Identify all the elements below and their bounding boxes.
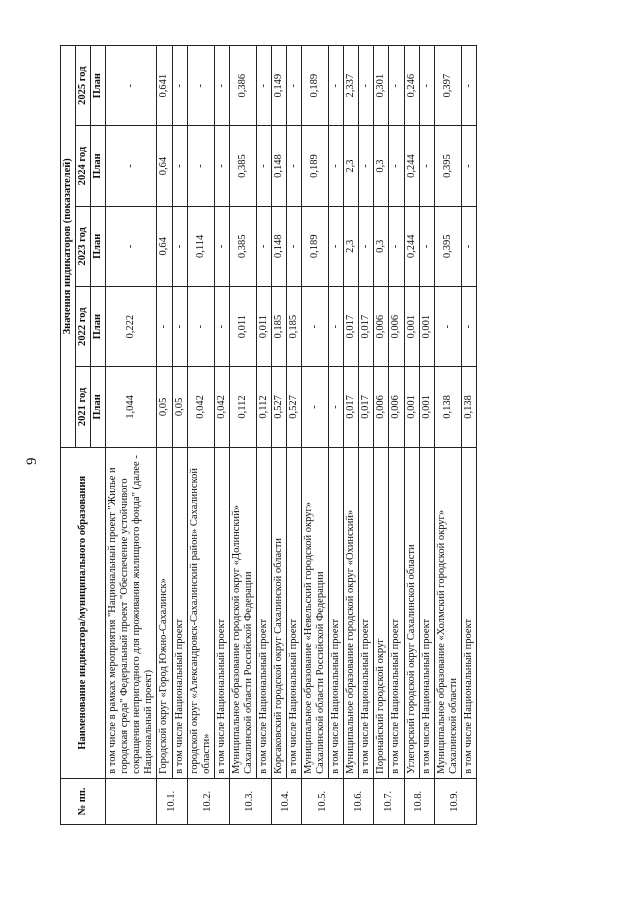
row-name: Городской округ «Город Южно-Сахалинск» bbox=[157, 447, 172, 778]
row-value: 0,301 bbox=[374, 46, 389, 126]
row-value: - bbox=[389, 46, 404, 126]
row-value: 0,185 bbox=[287, 286, 302, 366]
row-value: 0,185 bbox=[271, 286, 286, 366]
row-value: - bbox=[359, 206, 374, 286]
header-plan: План bbox=[91, 126, 106, 206]
row-number: 10.4. bbox=[271, 778, 301, 824]
row-value: - bbox=[214, 206, 229, 286]
row-value: 0,385 bbox=[229, 126, 256, 206]
row-value: - bbox=[434, 286, 461, 366]
table-row bbox=[287, 46, 302, 825]
row-value: - bbox=[329, 126, 344, 206]
header-group: Значения индикаторов (показателей) bbox=[61, 46, 76, 448]
row-value: 0,222 bbox=[106, 286, 157, 366]
row-name: Муниципальное образование городской округ «Долинский» Сахалинской области Российской Федерации bbox=[229, 447, 256, 778]
row-value: - bbox=[214, 46, 229, 126]
header-year: 2022 год bbox=[76, 286, 91, 366]
row-value: 0,001 bbox=[419, 367, 434, 447]
row-value: - bbox=[419, 206, 434, 286]
table-row bbox=[434, 46, 461, 825]
header-year: 2023 год bbox=[76, 206, 91, 286]
row-value: - bbox=[302, 367, 329, 447]
row-value: 0,05 bbox=[157, 367, 172, 447]
row-value: - bbox=[214, 126, 229, 206]
table-row bbox=[271, 46, 286, 825]
row-value: 2,3 bbox=[344, 126, 359, 206]
row-value: 0,042 bbox=[214, 367, 229, 447]
row-name: Муниципальное образование городской округ «Охинский» bbox=[344, 447, 359, 778]
row-number bbox=[106, 778, 157, 824]
row-name: Поронайский городской округ bbox=[374, 447, 389, 778]
row-name: Муниципальное образование «Невельский городской округ» Сахалинской области Российской Федерации bbox=[302, 447, 329, 778]
row-value: 0,138 bbox=[461, 367, 476, 447]
row-value: - bbox=[172, 126, 187, 206]
row-value: - bbox=[461, 286, 476, 366]
row-name: городской округ «Александровск-Сахалинский район» Сахалинской области» bbox=[187, 447, 214, 778]
row-value: - bbox=[329, 367, 344, 447]
header-plan: План bbox=[91, 286, 106, 366]
row-value: 0,001 bbox=[419, 286, 434, 366]
header-plan: План bbox=[91, 206, 106, 286]
row-value: 1,044 bbox=[106, 367, 157, 447]
row-number: 10.9. bbox=[434, 778, 476, 824]
row-value: 0,017 bbox=[344, 367, 359, 447]
row-name: в том числе Национальный проект bbox=[287, 447, 302, 778]
row-value: 0,006 bbox=[374, 286, 389, 366]
row-value: - bbox=[187, 126, 214, 206]
row-value: 0,246 bbox=[404, 46, 419, 126]
row-value: - bbox=[172, 286, 187, 366]
table-row bbox=[229, 46, 256, 825]
row-value: - bbox=[287, 46, 302, 126]
row-value: 0,64 bbox=[157, 126, 172, 206]
row-number: 10.6. bbox=[344, 778, 374, 824]
row-value: 0,001 bbox=[404, 367, 419, 447]
row-value: 0,397 bbox=[434, 46, 461, 126]
row-value: - bbox=[359, 126, 374, 206]
row-value: 0,3 bbox=[374, 126, 389, 206]
table-row bbox=[419, 46, 434, 825]
header-year: 2025 год bbox=[76, 46, 91, 126]
row-name: в том числе Национальный проект bbox=[172, 447, 187, 778]
row-value: - bbox=[256, 126, 271, 206]
row-value: 0,05 bbox=[172, 367, 187, 447]
row-value: 0,385 bbox=[229, 206, 256, 286]
row-value: - bbox=[461, 206, 476, 286]
row-value: 0,244 bbox=[404, 126, 419, 206]
row-value: - bbox=[256, 46, 271, 126]
row-value: - bbox=[461, 126, 476, 206]
row-value: 0,114 bbox=[187, 206, 214, 286]
row-value: - bbox=[329, 46, 344, 126]
row-number: 10.5. bbox=[302, 778, 344, 824]
row-value: 0,244 bbox=[404, 206, 419, 286]
row-value: - bbox=[389, 206, 404, 286]
row-name: в том числе Национальный проект bbox=[389, 447, 404, 778]
row-value: 0,011 bbox=[256, 286, 271, 366]
page-number: 9 bbox=[24, 457, 40, 465]
row-value: - bbox=[287, 126, 302, 206]
table-row bbox=[157, 46, 172, 825]
table-row bbox=[461, 46, 476, 825]
row-value: 0,138 bbox=[434, 367, 461, 447]
row-value: 0,149 bbox=[271, 46, 286, 126]
row-value: 0,395 bbox=[434, 206, 461, 286]
row-value: 0,006 bbox=[374, 367, 389, 447]
row-name: в том числе Национальный проект bbox=[214, 447, 229, 778]
row-value: 0,395 bbox=[434, 126, 461, 206]
row-value: - bbox=[157, 286, 172, 366]
row-value: 0,042 bbox=[187, 367, 214, 447]
row-value: 0,011 bbox=[229, 286, 256, 366]
row-value: 0,3 bbox=[374, 206, 389, 286]
row-value: 0,112 bbox=[256, 367, 271, 447]
indicator-table bbox=[60, 45, 477, 825]
row-value: - bbox=[172, 46, 187, 126]
header-plan: План bbox=[91, 367, 106, 447]
row-value: 0,001 bbox=[404, 286, 419, 366]
row-value: - bbox=[287, 206, 302, 286]
row-name: в том числе Национальный проект bbox=[461, 447, 476, 778]
header-name: Наименование индикатора/муниципального образования bbox=[61, 447, 106, 778]
row-name: в том числе Национальный проект bbox=[256, 447, 271, 778]
row-number: 10.2. bbox=[187, 778, 229, 824]
table-row bbox=[359, 46, 374, 825]
row-value: 0,006 bbox=[389, 367, 404, 447]
row-value: 0,641 bbox=[157, 46, 172, 126]
row-value: 0,189 bbox=[302, 46, 329, 126]
row-value: - bbox=[187, 286, 214, 366]
row-value: 0,527 bbox=[271, 367, 286, 447]
row-name: Корсаковский городской округ Сахалинской области bbox=[271, 447, 286, 778]
row-value: - bbox=[359, 46, 374, 126]
row-name: в том числе Национальный проект bbox=[329, 447, 344, 778]
header-num: № пп. bbox=[61, 778, 106, 824]
row-value: - bbox=[302, 286, 329, 366]
row-value: - bbox=[256, 206, 271, 286]
row-value: 0,017 bbox=[344, 286, 359, 366]
row-number: 10.8. bbox=[404, 778, 434, 824]
row-value: - bbox=[389, 126, 404, 206]
row-value: 0,006 bbox=[389, 286, 404, 366]
row-number: 10.3. bbox=[229, 778, 271, 824]
row-value: 0,112 bbox=[229, 367, 256, 447]
table-row bbox=[389, 46, 404, 825]
header-year: 2024 год bbox=[76, 126, 91, 206]
row-value: 0,527 bbox=[287, 367, 302, 447]
row-value: - bbox=[214, 286, 229, 366]
table-row bbox=[344, 46, 359, 825]
table-row bbox=[302, 46, 329, 825]
row-value: - bbox=[329, 286, 344, 366]
table-row bbox=[374, 46, 389, 825]
row-value: 0,189 bbox=[302, 126, 329, 206]
row-value: 0,017 bbox=[359, 286, 374, 366]
row-value: - bbox=[329, 206, 344, 286]
header-plan: План bbox=[91, 46, 106, 126]
header-year: 2021 год bbox=[76, 367, 91, 447]
row-value: 0,148 bbox=[271, 206, 286, 286]
row-value: 0,386 bbox=[229, 46, 256, 126]
row-name: в том числе Национальный проект bbox=[419, 447, 434, 778]
table-body bbox=[106, 46, 477, 825]
row-name: в том числе в рамках мероприятия "Национальный проект "Жилье и городская среда" Федеральный проект "Обеспечение устойчивого сокращения непригодного для проживания жилищного фонда" (далее - Национальный проект) bbox=[106, 447, 157, 778]
table-row bbox=[404, 46, 419, 825]
table-row bbox=[106, 46, 157, 825]
row-value: 0,189 bbox=[302, 206, 329, 286]
row-value: - bbox=[106, 126, 157, 206]
row-number: 10.7. bbox=[374, 778, 404, 824]
row-value: 2,337 bbox=[344, 46, 359, 126]
row-value: - bbox=[419, 126, 434, 206]
table-row bbox=[172, 46, 187, 825]
table-row bbox=[329, 46, 344, 825]
table-row bbox=[214, 46, 229, 825]
row-number: 10.1. bbox=[157, 778, 187, 824]
row-value: - bbox=[187, 46, 214, 126]
row-value: - bbox=[419, 46, 434, 126]
row-value: - bbox=[461, 46, 476, 126]
table-row bbox=[256, 46, 271, 825]
row-value: - bbox=[172, 206, 187, 286]
row-value: 0,017 bbox=[359, 367, 374, 447]
row-name: в том числе Национальный проект bbox=[359, 447, 374, 778]
row-name: Муниципальное образование «Холмский городской округ» Сахалинской области bbox=[434, 447, 461, 778]
row-name: Углегорский городской округ Сахалинской области bbox=[404, 447, 419, 778]
row-value: 2,3 bbox=[344, 206, 359, 286]
row-value: - bbox=[106, 46, 157, 126]
row-value: 0,64 bbox=[157, 206, 172, 286]
row-value: 0,148 bbox=[271, 126, 286, 206]
table-row bbox=[187, 46, 214, 825]
row-value: - bbox=[106, 206, 157, 286]
